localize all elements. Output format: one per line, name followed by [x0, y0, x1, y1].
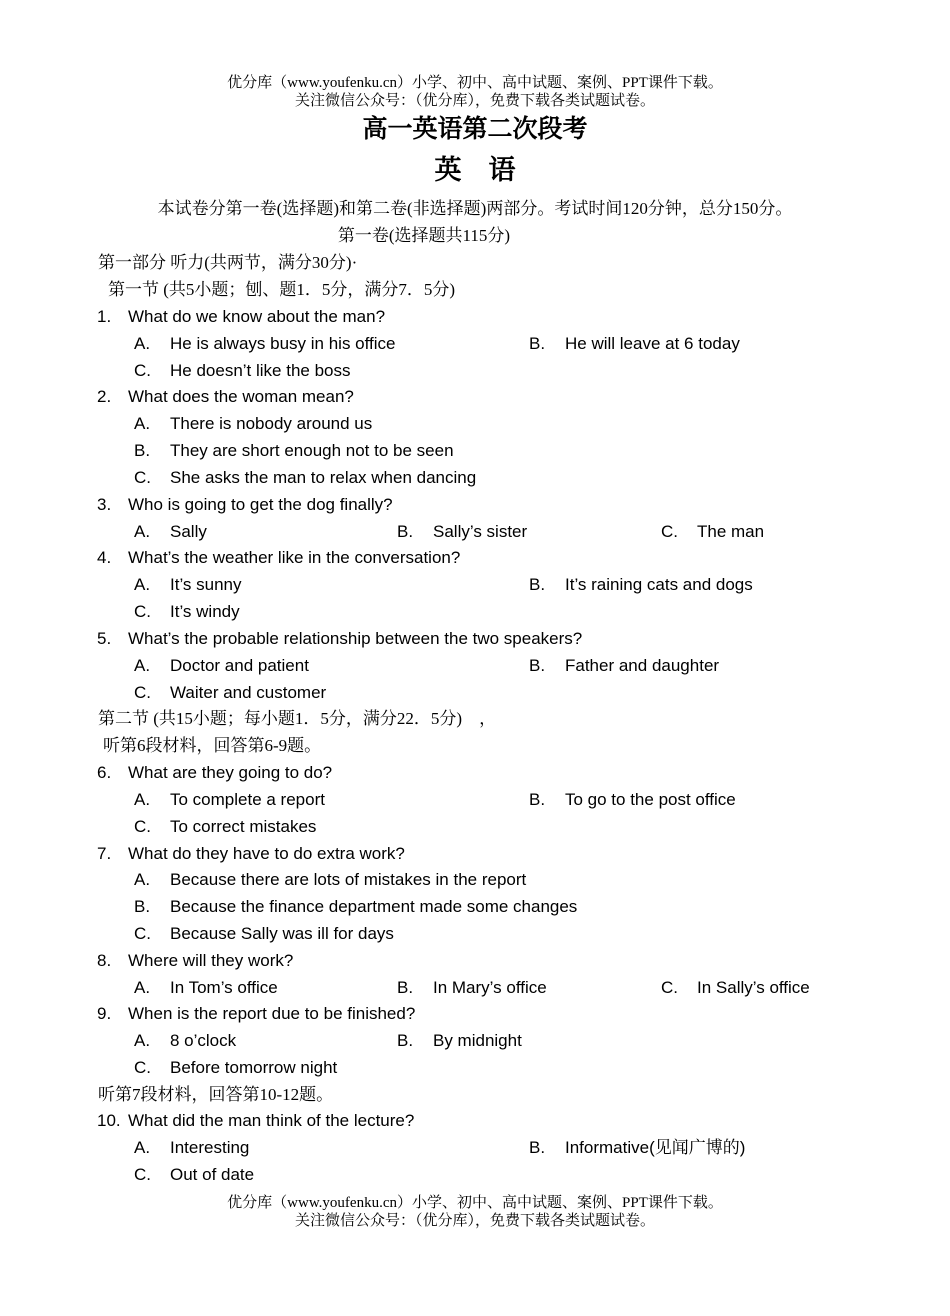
question-2: 2. What does the woman mean?	[97, 387, 354, 406]
listen-passage-7-instruction: 听第7段材料，回答第10-12题。	[98, 1085, 334, 1104]
q8-option-b: B. In Mary’s office	[397, 978, 547, 997]
q6-option-a: A. To complete a report	[134, 790, 325, 809]
listen-passage-6-instruction: 听第6段材料，回答第6-9题。	[103, 736, 322, 755]
exam-intro: 本试卷分第一卷(选择题)和第二卷(非选择题)两部分。考试时间120分钟，总分150分。	[157, 199, 793, 218]
q3-option-a: A. Sally	[134, 522, 207, 541]
q10-option-b: B. Informative(见闻广博的)	[529, 1138, 746, 1157]
q1-option-a: A. He is always busy in his office	[134, 334, 396, 353]
q6-option-c: C. To correct mistakes	[134, 817, 317, 836]
q2-option-c: C. She asks the man to relax when dancing	[134, 468, 477, 487]
q5-option-a: A. Doctor and patient	[134, 656, 309, 675]
q5-option-c: C. Waiter and customer	[134, 683, 327, 702]
q3-option-b: B. Sally’s sister	[397, 522, 528, 541]
section-one-heading: 第一节 (共5小题；刨、题1．5分，满分7．5分)	[108, 280, 456, 299]
question-9: 9. When is the report due to be finished?	[97, 1004, 416, 1023]
q3-option-c: C. The man	[661, 522, 765, 541]
q10-option-a: A. Interesting	[134, 1138, 250, 1157]
q1-option-c: C. He doesn’t like the boss	[134, 361, 351, 380]
q8-option-c: C. In Sally’s office	[661, 978, 810, 997]
page-footer-line2: 关注微信公众号：（优分库），免费下载各类试题试卷。	[294, 1213, 655, 1229]
q2-option-b: B. They are short enough not to be seen	[134, 441, 454, 460]
q6-option-b: B. To go to the post office	[529, 790, 736, 809]
page-footer-line1: 优分库（www.youfenku.cn）小学、初中、高中试题、案例、PPT课件下载。	[227, 1195, 723, 1211]
part-one-heading: 第一部分 听力(共两节，满分30分)·	[98, 253, 358, 272]
q9-option-a: A. 8 o’clock	[134, 1031, 237, 1050]
q5-option-b: B. Father and daughter	[529, 656, 720, 675]
q2-option-a: A. There is nobody around us	[134, 414, 373, 433]
question-5: 5. What’s the probable relationship between the two speakers?	[97, 629, 583, 648]
q10-option-c: C. Out of date	[134, 1165, 255, 1184]
q4-option-a: A. It’s sunny	[134, 575, 242, 594]
q7-option-a: A. Because there are lots of mistakes in the report	[134, 870, 527, 889]
exam-title: 高一英语第二次段考	[362, 116, 588, 143]
q7-option-c: C. Because Sally was ill for days	[134, 924, 394, 943]
question-4: 4. What’s the weather like in the conversation?	[97, 548, 461, 567]
question-6: 6. What are they going to do?	[97, 763, 333, 782]
q9-option-b: B. By midnight	[397, 1031, 522, 1050]
question-8: 8. Where will they work?	[97, 951, 294, 970]
q9-option-c: C. Before tomorrow night	[134, 1058, 338, 1077]
exam-subject: 英 语	[434, 155, 516, 185]
question-1: 1. What do we know about the man?	[97, 307, 386, 326]
page-header-line1: 优分库（www.youfenku.cn）小学、初中、高中试题、案例、PPT课件下载。	[227, 75, 723, 91]
question-3: 3. Who is going to get the dog finally?	[97, 495, 393, 514]
volume-one-heading: 第一卷(选择题共115分)	[337, 226, 511, 245]
q8-option-a: A. In Tom’s office	[134, 978, 278, 997]
q7-option-b: B. Because the finance department made some changes	[134, 897, 578, 916]
question-7: 7. What do they have to do extra work?	[97, 844, 405, 863]
question-10: 10. What did the man think of the lecture?	[97, 1111, 415, 1130]
section-two-heading: 第二节 (共15小题；每小题1．5分，满分22．5分) ，	[98, 709, 497, 728]
q4-option-b: B. It’s raining cats and dogs	[529, 575, 753, 594]
q1-option-b: B. He will leave at 6 today	[529, 334, 740, 353]
q4-option-c: C. It’s windy	[134, 602, 240, 621]
page-header-line2: 关注微信公众号：（优分库），免费下载各类试题试卷。	[294, 93, 655, 109]
